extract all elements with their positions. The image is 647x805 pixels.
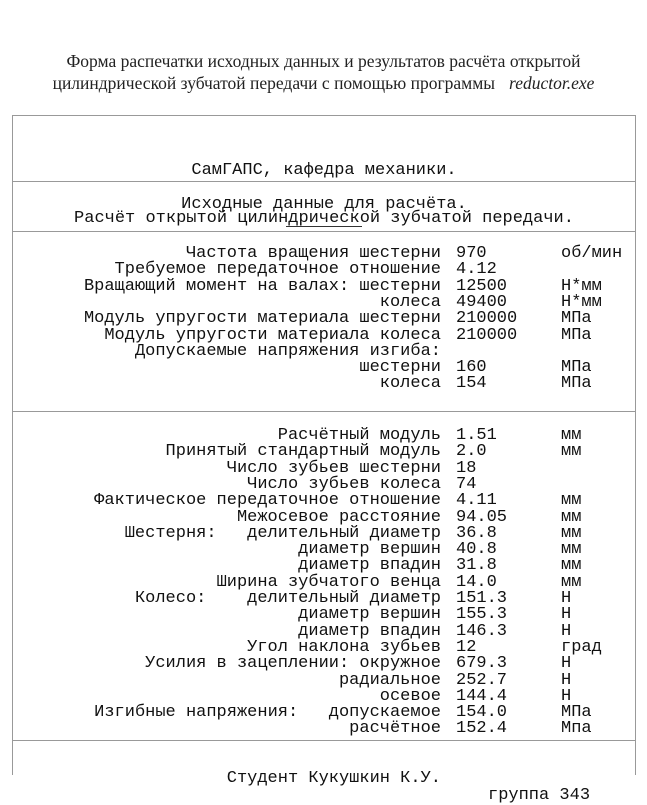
input-row-unit: об/мин xyxy=(561,244,623,263)
caption-line-1: Форма распечатки исходных данных и результатов расчёта открытой xyxy=(66,51,581,71)
result-row-unit: Н xyxy=(561,654,572,674)
result-row-label: радиальное xyxy=(338,670,441,690)
result-row-value: 252.7 xyxy=(456,670,508,690)
result-row-label: Усилия в зацеплении: окружное xyxy=(145,654,441,674)
result-row-label: диаметр впадин xyxy=(298,621,441,641)
group-number: группа 343 xyxy=(488,785,591,805)
input-row-label: колеса xyxy=(379,292,441,312)
input-row-unit: МПа xyxy=(561,374,592,394)
result-row-value: 152.4 xyxy=(456,719,508,739)
result-row-label: диаметр вершин xyxy=(298,605,441,625)
result-row-unit: мм xyxy=(561,507,582,527)
result-row-unit: Н xyxy=(561,589,572,608)
result-row-value: 146.3 xyxy=(456,621,508,641)
result-row-label: Число зубьев колеса xyxy=(247,474,441,494)
result-row-label: Угол наклона зубьев xyxy=(247,637,441,657)
result-row-unit: мм xyxy=(561,523,582,543)
result-row-value: 1.51 xyxy=(456,426,497,445)
result-row-value: 4.11 xyxy=(456,491,497,511)
result-row-unit: мм xyxy=(561,491,582,511)
header-line-1: СамГАПС, кафедра механики. xyxy=(191,160,457,180)
input-title-underline xyxy=(286,226,362,227)
divider-inputs xyxy=(12,411,636,412)
input-row-unit: МПа xyxy=(561,358,592,378)
result-row-value: 679.3 xyxy=(456,654,508,674)
input-row xyxy=(0,341,647,361)
input-row-label: Допускаемые напряжения изгиба: xyxy=(134,341,441,361)
result-row-value: 18 xyxy=(456,458,477,478)
input-row xyxy=(0,276,647,296)
input-row-label: Вращающий момент на валах: шестерни xyxy=(83,276,441,296)
result-row xyxy=(0,670,647,690)
result-row xyxy=(0,721,647,737)
printout-footer xyxy=(0,755,647,805)
result-row-value: 2.0 xyxy=(456,442,487,462)
input-section-title: Исходные данные для расчёта. xyxy=(181,195,467,214)
result-row-label: осевое xyxy=(379,686,441,706)
input-row-value: 210000 xyxy=(456,325,518,345)
result-row-label: Колесо: делительный диаметр xyxy=(134,589,441,608)
result-row-value: 12 xyxy=(456,637,477,657)
result-row-value: 74 xyxy=(456,474,477,494)
result-row-label: Фактическое передаточное отношение xyxy=(94,491,441,511)
input-row-value: 970 xyxy=(456,244,487,263)
result-row-unit: Н xyxy=(561,605,572,625)
input-row-label: Модуль упругости материала шестерни xyxy=(83,309,441,329)
result-row-unit: мм xyxy=(561,442,582,462)
header-line-2: Расчёт открытой цилиндрической зубчатой передачи. xyxy=(74,209,574,229)
result-row-unit: мм xyxy=(561,556,582,576)
result-row-unit: мм xyxy=(561,540,582,560)
result-row-value: 31.8 xyxy=(456,556,497,576)
result-row-label: Шестерня: делительный диаметр xyxy=(124,523,441,543)
result-row-label: Число зубьев шестерни xyxy=(226,458,441,478)
result-row-label: Межосевое расстояние xyxy=(236,507,441,527)
input-row-unit: МПа xyxy=(561,325,592,345)
result-row-label: Ширина зубчатого венца xyxy=(216,572,441,592)
caption-program-name: reductor.exe xyxy=(509,73,595,93)
caption-line-2 xyxy=(0,72,647,94)
result-row-label: Расчётный модуль xyxy=(277,426,441,445)
input-row-value: 4.12 xyxy=(456,260,497,280)
input-row-label: Требуемое передаточное отношение xyxy=(114,260,441,280)
result-row-value: 14.0 xyxy=(456,572,497,592)
result-row-value: 155.3 xyxy=(456,605,508,625)
result-row-unit: мм xyxy=(561,426,582,445)
result-row-unit: град xyxy=(561,637,602,657)
divider-results xyxy=(12,740,636,741)
caption-line-2-text: цилиндрической зубчатой передачи с помощью программы xyxy=(52,73,496,93)
result-row-value: 36.8 xyxy=(456,523,497,543)
result-row-label: Принятый стандартный модуль xyxy=(165,442,441,462)
input-row-unit: Н*мм xyxy=(561,276,602,296)
result-row xyxy=(0,705,647,721)
input-row-value: 154 xyxy=(456,374,487,394)
input-row-unit: Н*мм xyxy=(561,292,602,312)
input-row-value: 210000 xyxy=(456,309,518,329)
result-row-value: 151.3 xyxy=(456,589,508,608)
result-row-unit: МПа xyxy=(561,703,592,723)
input-row-label: Модуль упругости материала колеса xyxy=(104,325,441,345)
result-row-value: 94.05 xyxy=(456,507,508,527)
input-row-label: колеса xyxy=(379,374,441,394)
result-row-unit: Мпа xyxy=(561,719,592,739)
result-row-label: диаметр вершин xyxy=(298,540,441,560)
result-row-label: расчётное xyxy=(349,719,441,739)
input-row-value: 160 xyxy=(456,358,487,378)
result-row xyxy=(0,656,647,672)
result-row-value: 154.0 xyxy=(456,703,508,723)
result-row-unit: мм xyxy=(561,572,582,592)
input-row-label: Частота вращения шестерни xyxy=(185,244,441,263)
result-row-label: Изгибные напряжения: допускаемое xyxy=(94,703,441,723)
student-name: Студент Кукушкин К.У. xyxy=(226,769,441,789)
input-row-value: 49400 xyxy=(456,292,508,312)
result-row-unit: Н xyxy=(561,686,572,706)
document-caption xyxy=(0,50,647,94)
input-row-unit: МПа xyxy=(561,309,592,329)
result-row-value: 40.8 xyxy=(456,540,497,560)
input-row xyxy=(0,360,647,376)
result-row-unit: Н xyxy=(561,670,572,690)
result-row-value: 144.4 xyxy=(456,686,508,706)
input-row-label: шестерни xyxy=(359,358,441,378)
result-row-label: диаметр впадин xyxy=(298,556,441,576)
input-row-value: 12500 xyxy=(456,276,508,296)
input-row xyxy=(0,376,647,392)
result-row-unit: Н xyxy=(561,621,572,641)
